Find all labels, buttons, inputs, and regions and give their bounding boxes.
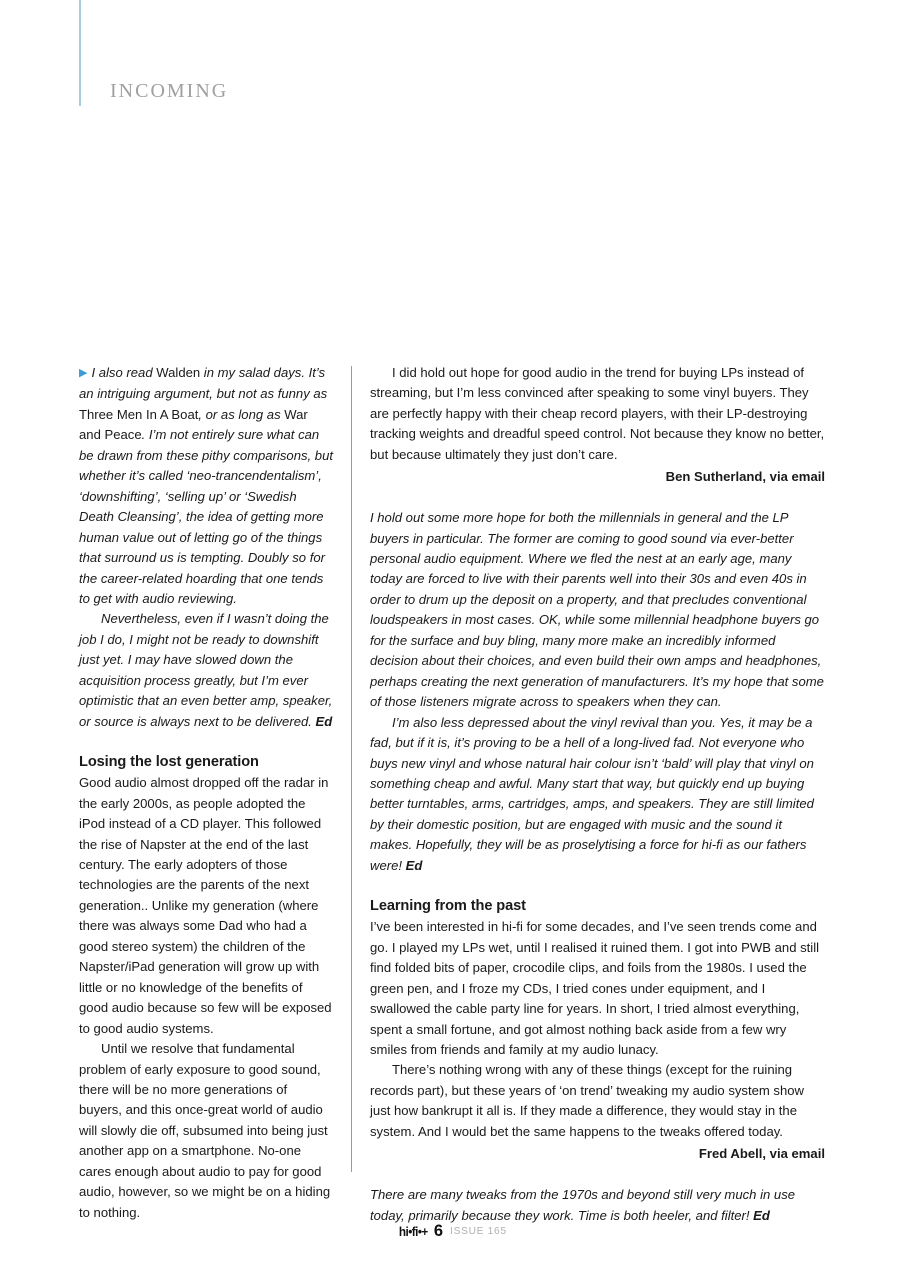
continuation-marker-icon: ▶ [79,366,88,379]
continued-letter-text-g: . I’m not entirely sure what can be drawn from these pithy comparisons, but whether it’s called ‘neo-trancendentalism’, ‘downshifting’, ‘selling up’ or ‘Swedish Death Cleansing’, the idea of getting more human value out of letting go of the things that surround us is tempting. Doubly so for the career-related hoarding that one tends to get with audio reviewing. [79,427,333,606]
hifi-plus-logo: hi•fi•+ [399,1224,428,1239]
letter3-para-2: There’s nothing wrong with any of these things (except for the ruining records part), but these years of ‘on trend’ tweaking my audio system show just how bankrupt it all is. If they made a difference, they would stay in the system. And I would bet the same happens to the tweaks offered today. [370,1062,804,1139]
letter2-para-1: Good audio almost dropped off the radar in the early 2000s, as people adopted the iPod instead of a CD player. This followed the rise of Napster at the end of the last century. The early adopters of those technologies are the parents of the next generation.. Unlike my generation (where there was always some Dad who had a good stereo system) the children of the Napster/iPad generation will grow up with little or no knowledge of the benefits of good audio because so few will be exposed to good audio systems. [79,775,332,1036]
editor-reply-para-2 [370,713,825,877]
left-column [79,363,333,1223]
editor-reply2-para-1 [370,1185,825,1226]
continued-letter-text-e: , or as long as [198,406,285,422]
continued-letter-text-a: I also read [91,365,157,380]
editor-signoff-2: Ed [405,857,423,873]
letter2-para-2: Until we resolve that fundamental problem of early exposure to good sound, there will be no more generations of buyers, and this once-great world of audio will slowly die off, subsumed into being just another app on a smartphone. No-one cares enough about audio to pay for good audio, however, so we might be on a hiding to nothing. [79,1041,331,1220]
letter2-continued-para-1: I did hold out hope for good audio in the trend for buying LPs instead of streaming, but I’m less convinced after speaking to some vinyl buyers. They are perfectly happy with their cheap record players, with their LP-destroying tracking weights and dreadful speed control. Not because they know no better, but because ultimately they just don’t care. [370,365,825,462]
letter3-para-1: I’ve been interested in hi-fi for some decades, and I’ve seen trends come and go. I played my LPs wet, until I realised it ruined them. I got into PWB and still find folded bits of paper, crocodile clips, and foils from the 1980s. I used the green pen, and I froze my CDs, I tried cones under equipment, and I swallowed the cable party line for years. In short, I tried almost everything, spent a small fortune, and got almost nothing back aside from a few wry smiles from friends and family at my audio lunacy. [370,919,820,1057]
page-title: INCOMING [110,80,229,102]
editor-reply-para-1: I hold out some more hope for both the millennials in general and the LP buyers in particular. The former are coming to good sound via ever-better personal audio equipment. Where we fled the nest at an early age, many today are forced to live with their parents well into their 30s and even 40s in order to drum up the deposit on a property, and that precludes conventional loudspeakers in most cases. OK, while some millennial headphone buyers go for the surface and buy bling, many more make an incredibly informed decision about their choices, and even build their own amps and headphones, perhaps creating the next generation of manufacturers. It’s my hope that some of those listeners migrate across to speakers when they can. [370,510,824,710]
column-divider [351,366,352,1172]
right-column [370,363,825,1226]
byline-fred-abell: Fred Abell, via email [698,1146,825,1162]
byline-ben-sutherland: Ben Sutherland, via email [665,469,825,485]
book-title-three-men-in-a-boat: Three Men In A Boat [79,406,199,422]
continued-letter-para-2-text: Nevertheless, even if I wasn’t doing the job I do, I might not be ready to downshift just yet. I may have slowed down the acquisition process greatly, but I’m ever optimistic that an even better amp, speaker, or source is always next to be delivered. [79,611,333,729]
editor-signoff: Ed [315,713,333,729]
book-title-walden: Walden [156,365,201,380]
continued-letter-para-2 [79,609,333,732]
letter-heading-losing-the-lost-generation: Losing the lost generation [79,754,259,771]
letter-heading-learning-from-the-past: Learning from the past [370,898,526,915]
editor-reply-para-2-text: I’m also less depressed about the vinyl revival than you. Yes, it may be a fad, but if it is, it’s proving to be a hell of a long-lived fad. Not everyone who buys new vinyl and whose natural hair colour isn’t ‘bald’ will play that vinyl on something cheap and awful. Many start that way, but quickly end up buying better turntables, arms, cartridges, amps, and speakers. They are still limited by their domestic position, but are engaged with music and the sound it makes. Hopefully, they will be as proselytising a force for hi-fi as our fathers were! [370,714,814,873]
continued-letter-text-c: in my salad days. It’s an intriguing argument, but not as funny as [79,365,328,402]
masthead-accent-rule [79,0,81,106]
book-title-war-and-peace: War and Peace [79,406,308,443]
issue-label: ISSUE 165 [450,1226,507,1237]
page-footer [0,1222,905,1241]
editor-reply2-text: There are many tweaks from the 1970s and beyond still very much in use today, primarily because they work. Time is both heeler, and filter! [370,1187,796,1223]
editor-signoff-3: Ed [753,1207,770,1223]
continued-letter-para-1 [79,363,333,609]
page-number: 6 [433,1222,444,1240]
